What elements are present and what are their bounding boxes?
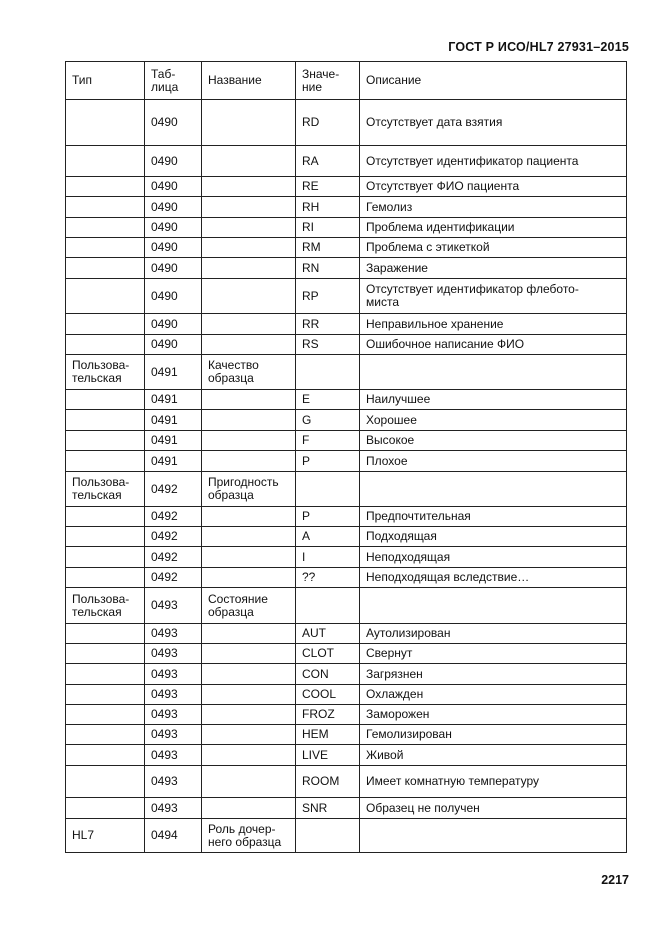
cell-value: COOL bbox=[296, 685, 360, 705]
cell-type bbox=[66, 507, 145, 527]
cell-description: Отсутствует дата взятия bbox=[360, 100, 627, 146]
cell-value: ?? bbox=[296, 568, 360, 588]
cell-type bbox=[66, 685, 145, 705]
cell-type bbox=[66, 146, 145, 177]
cell-table: 0490 bbox=[145, 335, 202, 355]
cell-type bbox=[66, 644, 145, 664]
cell-type bbox=[66, 390, 145, 410]
cell-value: FROZ bbox=[296, 705, 360, 725]
cell-table: 0490 bbox=[145, 279, 202, 314]
cell-type bbox=[66, 451, 145, 472]
cell-name bbox=[202, 314, 296, 335]
cell-value: RD bbox=[296, 100, 360, 146]
cell-name bbox=[202, 451, 296, 472]
column-header-name: Название bbox=[202, 62, 296, 100]
cell-value: CON bbox=[296, 664, 360, 685]
cell-description: Проблема с этикеткой bbox=[360, 238, 627, 258]
cell-table: 0493 bbox=[145, 725, 202, 745]
cell-description: Наилучшее bbox=[360, 390, 627, 410]
cell-description: Охлажден bbox=[360, 685, 627, 705]
cell-description bbox=[360, 819, 627, 853]
cell-type bbox=[66, 218, 145, 238]
table-row bbox=[66, 568, 627, 588]
cell-name: Качество образца bbox=[202, 355, 296, 390]
cell-name bbox=[202, 100, 296, 146]
cell-name bbox=[202, 390, 296, 410]
cell-type bbox=[66, 100, 145, 146]
cell-name bbox=[202, 146, 296, 177]
cell-table: 0490 bbox=[145, 218, 202, 238]
cell-description: Гемолизирован bbox=[360, 725, 627, 745]
cell-value: ROOM bbox=[296, 766, 360, 798]
table-row bbox=[66, 588, 627, 624]
table-row bbox=[66, 664, 627, 685]
cell-type bbox=[66, 279, 145, 314]
cell-name: Пригодность образца bbox=[202, 472, 296, 507]
cell-description: Заражение bbox=[360, 258, 627, 279]
cell-description: Живой bbox=[360, 745, 627, 766]
cell-type bbox=[66, 766, 145, 798]
cell-type bbox=[66, 568, 145, 588]
cell-table: 0493 bbox=[145, 664, 202, 685]
cell-description: Неподходящая bbox=[360, 547, 627, 568]
cell-name bbox=[202, 705, 296, 725]
cell-name: Роль дочер- него образца bbox=[202, 819, 296, 853]
cell-description: Неподходящая вследствие… bbox=[360, 568, 627, 588]
cell-description: Загрязнен bbox=[360, 664, 627, 685]
document-header: ГОСТ Р ИСО/HL7 27931–2015 bbox=[448, 40, 629, 54]
cell-type bbox=[66, 410, 145, 431]
cell-type bbox=[66, 705, 145, 725]
cell-table: 0491 bbox=[145, 410, 202, 431]
cell-name bbox=[202, 527, 296, 547]
cell-table: 0490 bbox=[145, 314, 202, 335]
cell-table: 0491 bbox=[145, 355, 202, 390]
cell-table: 0490 bbox=[145, 146, 202, 177]
cell-type: Пользова- тельская bbox=[66, 472, 145, 507]
cell-value: E bbox=[296, 390, 360, 410]
cell-table: 0491 bbox=[145, 431, 202, 451]
table-row bbox=[66, 197, 627, 218]
table-row bbox=[66, 685, 627, 705]
cell-name bbox=[202, 624, 296, 644]
cell-type bbox=[66, 335, 145, 355]
table-row bbox=[66, 507, 627, 527]
cell-description: Гемолиз bbox=[360, 197, 627, 218]
cell-name bbox=[202, 568, 296, 588]
cell-value bbox=[296, 819, 360, 853]
cell-table: 0493 bbox=[145, 588, 202, 624]
column-header-value: Значе- ние bbox=[296, 62, 360, 100]
cell-name bbox=[202, 431, 296, 451]
cell-table: 0490 bbox=[145, 238, 202, 258]
cell-name bbox=[202, 685, 296, 705]
cell-value: RA bbox=[296, 146, 360, 177]
cell-value: RP bbox=[296, 279, 360, 314]
cell-value: P bbox=[296, 507, 360, 527]
cell-value: A bbox=[296, 527, 360, 547]
cell-name bbox=[202, 798, 296, 819]
cell-table: 0492 bbox=[145, 568, 202, 588]
table-row bbox=[66, 355, 627, 390]
cell-value: CLOT bbox=[296, 644, 360, 664]
cell-value: RE bbox=[296, 177, 360, 197]
cell-value: RH bbox=[296, 197, 360, 218]
cell-table: 0491 bbox=[145, 390, 202, 410]
cell-type bbox=[66, 431, 145, 451]
cell-value: RR bbox=[296, 314, 360, 335]
cell-description: Отсутствует идентификатор пациента bbox=[360, 146, 627, 177]
cell-name bbox=[202, 507, 296, 527]
cell-type bbox=[66, 238, 145, 258]
cell-table: 0492 bbox=[145, 507, 202, 527]
cell-type bbox=[66, 177, 145, 197]
cell-type: Пользова- тельская bbox=[66, 588, 145, 624]
table-row bbox=[66, 527, 627, 547]
cell-type: Пользова- тельская bbox=[66, 355, 145, 390]
cell-description: Свернут bbox=[360, 644, 627, 664]
table-row bbox=[66, 705, 627, 725]
cell-name bbox=[202, 664, 296, 685]
cell-type bbox=[66, 258, 145, 279]
cell-value: SNR bbox=[296, 798, 360, 819]
table-row bbox=[66, 177, 627, 197]
cell-description: Заморожен bbox=[360, 705, 627, 725]
cell-name: Состояние образца bbox=[202, 588, 296, 624]
table-row bbox=[66, 644, 627, 664]
cell-description: Отсутствует идентификатор флебото- миста bbox=[360, 279, 627, 314]
cell-table: 0493 bbox=[145, 685, 202, 705]
cell-table: 0490 bbox=[145, 197, 202, 218]
code-table bbox=[65, 61, 627, 853]
cell-type bbox=[66, 664, 145, 685]
cell-name bbox=[202, 335, 296, 355]
cell-table: 0491 bbox=[145, 451, 202, 472]
cell-type bbox=[66, 725, 145, 745]
column-header-type: Тип bbox=[66, 62, 145, 100]
cell-value: P bbox=[296, 451, 360, 472]
cell-name bbox=[202, 547, 296, 568]
cell-type bbox=[66, 314, 145, 335]
cell-table: 0492 bbox=[145, 472, 202, 507]
page-number: 2217 bbox=[601, 873, 629, 887]
table-row bbox=[66, 745, 627, 766]
cell-type bbox=[66, 798, 145, 819]
cell-value: RN bbox=[296, 258, 360, 279]
cell-table: 0493 bbox=[145, 745, 202, 766]
cell-table: 0492 bbox=[145, 547, 202, 568]
cell-table: 0494 bbox=[145, 819, 202, 853]
cell-table: 0493 bbox=[145, 624, 202, 644]
cell-table: 0490 bbox=[145, 100, 202, 146]
cell-value: I bbox=[296, 547, 360, 568]
cell-name bbox=[202, 725, 296, 745]
cell-description bbox=[360, 472, 627, 507]
cell-description: Хорошее bbox=[360, 410, 627, 431]
column-header-table: Таб- лица bbox=[145, 62, 202, 100]
cell-type bbox=[66, 547, 145, 568]
cell-name bbox=[202, 766, 296, 798]
cell-value: HEM bbox=[296, 725, 360, 745]
table-body bbox=[66, 100, 627, 853]
table-row bbox=[66, 798, 627, 819]
cell-value bbox=[296, 355, 360, 390]
cell-description: Аутолизирован bbox=[360, 624, 627, 644]
cell-description bbox=[360, 588, 627, 624]
cell-value: RS bbox=[296, 335, 360, 355]
cell-table: 0492 bbox=[145, 527, 202, 547]
cell-description bbox=[360, 355, 627, 390]
table-header-row bbox=[66, 62, 627, 100]
table-row bbox=[66, 258, 627, 279]
table-row bbox=[66, 624, 627, 644]
cell-value: RM bbox=[296, 238, 360, 258]
cell-type bbox=[66, 527, 145, 547]
cell-table: 0490 bbox=[145, 258, 202, 279]
cell-description: Ошибочное написание ФИО bbox=[360, 335, 627, 355]
table-row bbox=[66, 725, 627, 745]
cell-description: Отсутствует ФИО пациента bbox=[360, 177, 627, 197]
table-row bbox=[66, 410, 627, 431]
table-row bbox=[66, 314, 627, 335]
cell-table: 0493 bbox=[145, 705, 202, 725]
table-row bbox=[66, 279, 627, 314]
cell-value: AUT bbox=[296, 624, 360, 644]
cell-name bbox=[202, 238, 296, 258]
table-row bbox=[66, 451, 627, 472]
cell-name bbox=[202, 410, 296, 431]
table-row bbox=[66, 146, 627, 177]
cell-type: HL7 bbox=[66, 819, 145, 853]
cell-type bbox=[66, 624, 145, 644]
cell-value: RI bbox=[296, 218, 360, 238]
table-row bbox=[66, 819, 627, 853]
cell-table: 0493 bbox=[145, 644, 202, 664]
table-row bbox=[66, 238, 627, 258]
cell-name bbox=[202, 258, 296, 279]
cell-description: Неправильное хранение bbox=[360, 314, 627, 335]
cell-description: Проблема идентификации bbox=[360, 218, 627, 238]
cell-type bbox=[66, 197, 145, 218]
cell-value bbox=[296, 588, 360, 624]
cell-name bbox=[202, 745, 296, 766]
cell-table: 0493 bbox=[145, 798, 202, 819]
cell-description: Имеет комнатную температуру bbox=[360, 766, 627, 798]
cell-name bbox=[202, 177, 296, 197]
cell-type bbox=[66, 745, 145, 766]
table-row bbox=[66, 100, 627, 146]
cell-name bbox=[202, 279, 296, 314]
table-row bbox=[66, 335, 627, 355]
cell-table: 0493 bbox=[145, 766, 202, 798]
cell-description: Плохое bbox=[360, 451, 627, 472]
table-row bbox=[66, 390, 627, 410]
table-row bbox=[66, 766, 627, 798]
table-row bbox=[66, 431, 627, 451]
cell-description: Образец не получен bbox=[360, 798, 627, 819]
cell-description: Высокое bbox=[360, 431, 627, 451]
cell-description: Предпочтительная bbox=[360, 507, 627, 527]
cell-value bbox=[296, 472, 360, 507]
cell-name bbox=[202, 644, 296, 664]
cell-name bbox=[202, 218, 296, 238]
cell-description: Подходящая bbox=[360, 527, 627, 547]
column-header-description: Описание bbox=[360, 62, 627, 100]
cell-table: 0490 bbox=[145, 177, 202, 197]
cell-value: LIVE bbox=[296, 745, 360, 766]
table-row bbox=[66, 472, 627, 507]
cell-value: F bbox=[296, 431, 360, 451]
cell-value: G bbox=[296, 410, 360, 431]
cell-name bbox=[202, 197, 296, 218]
table-row bbox=[66, 547, 627, 568]
table-row bbox=[66, 218, 627, 238]
